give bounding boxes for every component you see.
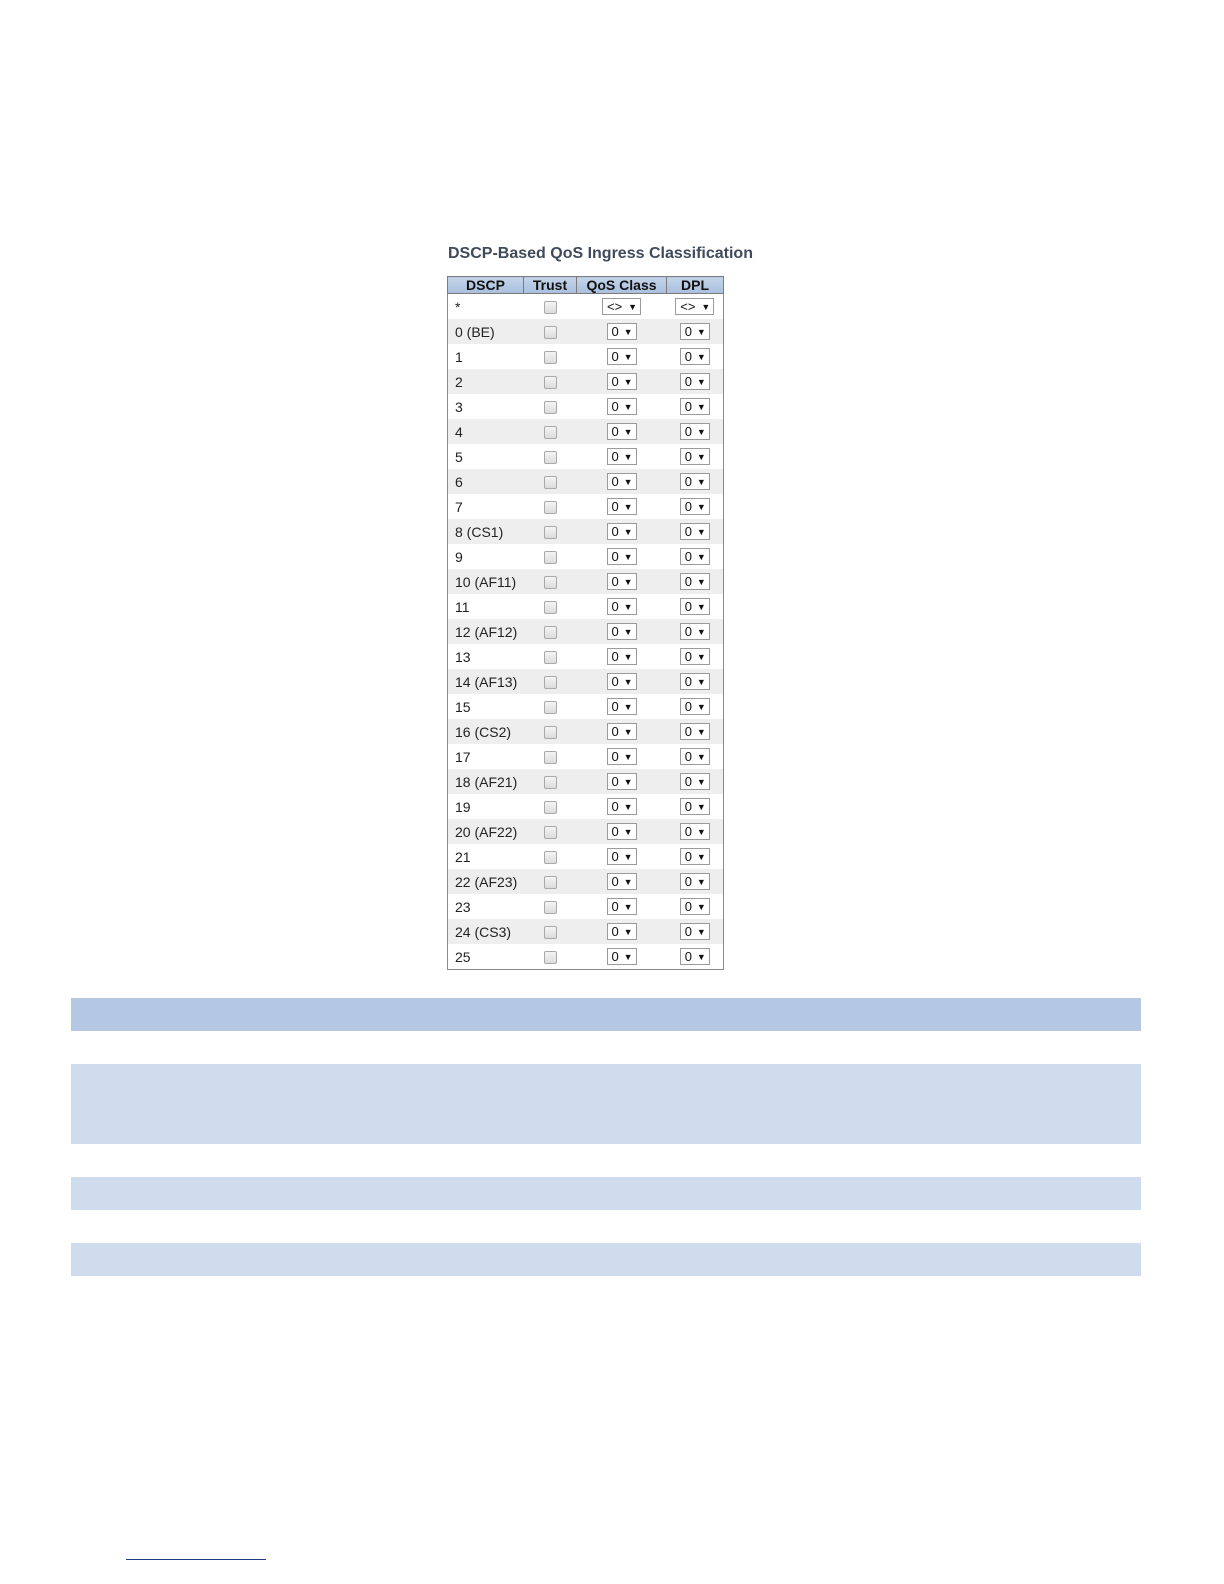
table-row bbox=[448, 919, 724, 944]
caret-down-icon: ▼ bbox=[696, 501, 706, 512]
table-row bbox=[448, 844, 724, 869]
qos-class-select[interactable] bbox=[607, 423, 637, 440]
select-value: 0 bbox=[684, 749, 692, 765]
select-value: 0 bbox=[611, 649, 619, 665]
trust-checkbox[interactable] bbox=[544, 851, 557, 864]
table-row bbox=[448, 719, 724, 744]
caret-down-icon: ▼ bbox=[696, 376, 706, 387]
dscp-cell: 6 bbox=[448, 469, 524, 494]
caret-down-icon: ▼ bbox=[696, 426, 706, 437]
caret-down-icon: ▼ bbox=[696, 626, 706, 637]
caret-down-icon: ▼ bbox=[701, 301, 711, 312]
select-value: 0 bbox=[611, 699, 619, 715]
select-value: 0 bbox=[611, 824, 619, 840]
dpl-select[interactable] bbox=[680, 548, 710, 565]
qos-class-select[interactable] bbox=[607, 348, 637, 365]
select-value: 0 bbox=[684, 674, 692, 690]
qos-class-select[interactable] bbox=[607, 598, 637, 615]
dscp-cell: 5 bbox=[448, 444, 524, 469]
trust-checkbox[interactable] bbox=[544, 926, 557, 939]
caret-down-icon: ▼ bbox=[696, 576, 706, 587]
caret-down-icon: ▼ bbox=[623, 801, 633, 812]
table-row bbox=[448, 944, 724, 970]
dscp-cell: 7 bbox=[448, 494, 524, 519]
qos-class-select[interactable] bbox=[607, 623, 637, 640]
caret-down-icon: ▼ bbox=[623, 626, 633, 637]
dscp-cell: 4 bbox=[448, 419, 524, 444]
caret-down-icon: ▼ bbox=[696, 526, 706, 537]
table-row bbox=[448, 794, 724, 819]
select-value: 0 bbox=[684, 424, 692, 440]
select-value: 0 bbox=[684, 649, 692, 665]
qos-class-select[interactable] bbox=[607, 723, 637, 740]
dscp-cell: 12 (AF12) bbox=[448, 619, 524, 644]
trust-checkbox[interactable] bbox=[544, 826, 557, 839]
trust-checkbox[interactable] bbox=[544, 326, 557, 339]
trust-checkbox[interactable] bbox=[544, 601, 557, 614]
trust-checkbox[interactable] bbox=[544, 501, 557, 514]
caret-down-icon: ▼ bbox=[623, 351, 633, 362]
select-value: 0 bbox=[611, 774, 619, 790]
caret-down-icon: ▼ bbox=[623, 826, 633, 837]
qos-class-select[interactable] bbox=[607, 898, 637, 915]
column-header-qos-class: QoS Class bbox=[577, 277, 667, 294]
table-row bbox=[448, 744, 724, 769]
table-row bbox=[448, 644, 724, 669]
qos-class-select[interactable] bbox=[607, 748, 637, 765]
dscp-cell: 10 (AF11) bbox=[448, 569, 524, 594]
table-row bbox=[448, 494, 724, 519]
select-value: 0 bbox=[611, 524, 619, 540]
table-row bbox=[448, 519, 724, 544]
caret-down-icon: ▼ bbox=[623, 926, 633, 937]
caret-down-icon: ▼ bbox=[696, 476, 706, 487]
table-row bbox=[448, 369, 724, 394]
trust-checkbox[interactable] bbox=[544, 901, 557, 914]
caret-down-icon: ▼ bbox=[623, 551, 633, 562]
select-value: 0 bbox=[684, 699, 692, 715]
select-value: 0 bbox=[611, 874, 619, 890]
select-value: 0 bbox=[684, 449, 692, 465]
dscp-cell: 19 bbox=[448, 794, 524, 819]
table-row bbox=[448, 619, 724, 644]
caret-down-icon: ▼ bbox=[696, 926, 706, 937]
select-value: 0 bbox=[684, 324, 692, 340]
dpl-select[interactable] bbox=[680, 723, 710, 740]
dscp-cell: 3 bbox=[448, 394, 524, 419]
dscp-cell: 23 bbox=[448, 894, 524, 919]
select-value: 0 bbox=[684, 899, 692, 915]
dpl-select[interactable] bbox=[680, 673, 710, 690]
caret-down-icon: ▼ bbox=[696, 901, 706, 912]
select-value: 0 bbox=[684, 599, 692, 615]
trust-checkbox[interactable] bbox=[544, 401, 557, 414]
caret-down-icon: ▼ bbox=[696, 351, 706, 362]
select-value: 0 bbox=[684, 874, 692, 890]
select-value: 0 bbox=[611, 474, 619, 490]
trust-checkbox[interactable] bbox=[544, 426, 557, 439]
qos-class-select[interactable] bbox=[607, 573, 637, 590]
table-row bbox=[448, 394, 724, 419]
select-value: 0 bbox=[684, 524, 692, 540]
caret-down-icon: ▼ bbox=[696, 801, 706, 812]
dscp-cell: 1 bbox=[448, 344, 524, 369]
dpl-select[interactable] bbox=[680, 748, 710, 765]
caret-down-icon: ▼ bbox=[628, 301, 637, 312]
trust-checkbox[interactable] bbox=[544, 776, 557, 789]
select-value: 0 bbox=[684, 574, 692, 590]
dpl-select[interactable] bbox=[680, 623, 710, 640]
select-value: 0 bbox=[684, 849, 692, 865]
caret-down-icon: ▼ bbox=[623, 676, 633, 687]
caret-down-icon: ▼ bbox=[623, 876, 633, 887]
dscp-cell: 2 bbox=[448, 369, 524, 394]
dscp-cell: 14 (AF13) bbox=[448, 669, 524, 694]
qos-class-select[interactable] bbox=[607, 798, 637, 815]
qos-class-select[interactable] bbox=[607, 648, 637, 665]
caret-down-icon: ▼ bbox=[623, 951, 633, 962]
column-header-trust: Trust bbox=[524, 277, 577, 294]
dscp-cell: 16 (CS2) bbox=[448, 719, 524, 744]
trust-checkbox[interactable] bbox=[544, 876, 557, 889]
dpl-select[interactable] bbox=[680, 648, 710, 665]
select-value: 0 bbox=[611, 749, 619, 765]
qos-class-select[interactable] bbox=[607, 948, 637, 965]
select-value: 0 bbox=[684, 399, 692, 415]
dscp-cell: 9 bbox=[448, 544, 524, 569]
select-value: 0 bbox=[611, 374, 619, 390]
table-row bbox=[448, 694, 724, 719]
dpl-select[interactable] bbox=[680, 773, 710, 790]
caret-down-icon: ▼ bbox=[696, 601, 706, 612]
caret-down-icon: ▼ bbox=[623, 751, 633, 762]
trust-checkbox[interactable] bbox=[544, 576, 557, 589]
trust-checkbox[interactable] bbox=[544, 676, 557, 689]
shaded-band bbox=[71, 1243, 1141, 1276]
dpl-select[interactable] bbox=[680, 848, 710, 865]
caret-down-icon: ▼ bbox=[623, 701, 633, 712]
select-value: 0 bbox=[684, 949, 692, 965]
dpl-all-select[interactable] bbox=[675, 298, 714, 315]
dpl-select[interactable] bbox=[680, 423, 710, 440]
dpl-select[interactable] bbox=[680, 948, 710, 965]
qos-class-select[interactable] bbox=[607, 848, 637, 865]
trust-checkbox[interactable] bbox=[544, 351, 557, 364]
select-value: 0 bbox=[684, 824, 692, 840]
trust-checkbox[interactable] bbox=[544, 526, 557, 539]
dscp-cell: 8 (CS1) bbox=[448, 519, 524, 544]
caret-down-icon: ▼ bbox=[623, 326, 633, 337]
table-row bbox=[448, 544, 724, 569]
caret-down-icon: ▼ bbox=[696, 951, 706, 962]
dscp-cell: 20 (AF22) bbox=[448, 819, 524, 844]
shaded-band bbox=[71, 1177, 1141, 1210]
caret-down-icon: ▼ bbox=[623, 776, 633, 787]
select-value: 0 bbox=[684, 774, 692, 790]
caret-down-icon: ▼ bbox=[696, 776, 706, 787]
select-value: 0 bbox=[611, 849, 619, 865]
select-value: 0 bbox=[611, 349, 619, 365]
dpl-select[interactable] bbox=[680, 523, 710, 540]
dscp-cell: 15 bbox=[448, 694, 524, 719]
qos-class-select[interactable] bbox=[607, 373, 637, 390]
trust-checkbox[interactable] bbox=[544, 801, 557, 814]
trust-checkbox[interactable] bbox=[544, 751, 557, 764]
qos-class-select[interactable] bbox=[607, 448, 637, 465]
select-value: 0 bbox=[611, 599, 619, 615]
select-value: 0 bbox=[684, 624, 692, 640]
dpl-select[interactable] bbox=[680, 373, 710, 390]
caret-down-icon: ▼ bbox=[623, 651, 633, 662]
select-value: 0 bbox=[611, 424, 619, 440]
dpl-select[interactable] bbox=[680, 473, 710, 490]
dpl-select[interactable] bbox=[680, 898, 710, 915]
table-row bbox=[448, 419, 724, 444]
qos-class-select[interactable] bbox=[607, 773, 637, 790]
trust-checkbox[interactable] bbox=[544, 626, 557, 639]
dscp-cell: 24 (CS3) bbox=[448, 919, 524, 944]
table-row bbox=[448, 319, 724, 344]
trust-checkbox[interactable] bbox=[544, 376, 557, 389]
qos-class-select[interactable] bbox=[607, 498, 637, 515]
table-row bbox=[448, 344, 724, 369]
caret-down-icon: ▼ bbox=[623, 476, 633, 487]
qos-class-select[interactable] bbox=[607, 698, 637, 715]
dscp-cell: 17 bbox=[448, 744, 524, 769]
caret-down-icon: ▼ bbox=[696, 451, 706, 462]
caret-down-icon: ▼ bbox=[623, 601, 633, 612]
caret-down-icon: ▼ bbox=[623, 401, 633, 412]
select-value: 0 bbox=[611, 924, 619, 940]
shaded-band bbox=[71, 998, 1141, 1031]
caret-down-icon: ▼ bbox=[696, 726, 706, 737]
trust-all-checkbox[interactable] bbox=[544, 301, 557, 314]
dscp-cell: 25 bbox=[448, 944, 524, 970]
column-header-dpl: DPL bbox=[667, 277, 724, 294]
dscp-cell: 21 bbox=[448, 844, 524, 869]
select-value: 0 bbox=[611, 549, 619, 565]
dscp-cell: 13 bbox=[448, 644, 524, 669]
caret-down-icon: ▼ bbox=[623, 576, 633, 587]
caret-down-icon: ▼ bbox=[623, 426, 633, 437]
trust-checkbox[interactable] bbox=[544, 451, 557, 464]
qos-class-select[interactable] bbox=[607, 398, 637, 415]
dpl-select[interactable] bbox=[680, 698, 710, 715]
select-value: 0 bbox=[611, 724, 619, 740]
table-header-row bbox=[448, 277, 724, 294]
caret-down-icon: ▼ bbox=[623, 851, 633, 862]
trust-checkbox[interactable] bbox=[544, 651, 557, 664]
trust-checkbox[interactable] bbox=[544, 551, 557, 564]
qos-class-select[interactable] bbox=[607, 523, 637, 540]
select-value: 0 bbox=[684, 374, 692, 390]
table-row bbox=[448, 594, 724, 619]
select-value: 0 bbox=[611, 799, 619, 815]
select-value: 0 bbox=[684, 474, 692, 490]
trust-checkbox[interactable] bbox=[544, 726, 557, 739]
dpl-select[interactable] bbox=[680, 823, 710, 840]
caret-down-icon: ▼ bbox=[696, 651, 706, 662]
dpl-select[interactable] bbox=[680, 323, 710, 340]
table-row bbox=[448, 869, 724, 894]
trust-checkbox[interactable] bbox=[544, 701, 557, 714]
caret-down-icon: ▼ bbox=[623, 901, 633, 912]
select-value: 0 bbox=[611, 449, 619, 465]
dpl-select[interactable] bbox=[680, 798, 710, 815]
caret-down-icon: ▼ bbox=[696, 401, 706, 412]
table-row bbox=[448, 569, 724, 594]
trust-checkbox[interactable] bbox=[544, 476, 557, 489]
dscp-cell: 0 (BE) bbox=[448, 319, 524, 344]
dscp-cell: * bbox=[448, 294, 524, 320]
page-title: DSCP-Based QoS Ingress Classification bbox=[448, 245, 753, 262]
caret-down-icon: ▼ bbox=[696, 676, 706, 687]
dscp-cell: 22 (AF23) bbox=[448, 869, 524, 894]
caret-down-icon: ▼ bbox=[623, 726, 633, 737]
dpl-select[interactable] bbox=[680, 598, 710, 615]
select-value: 0 bbox=[611, 324, 619, 340]
qos-class-select[interactable] bbox=[607, 548, 637, 565]
dpl-select[interactable] bbox=[680, 348, 710, 365]
column-header-dscp: DSCP bbox=[448, 277, 524, 294]
qos-class-select[interactable] bbox=[607, 923, 637, 940]
select-value: 0 bbox=[684, 724, 692, 740]
qos-class-select[interactable] bbox=[607, 473, 637, 490]
select-value: 0 bbox=[611, 574, 619, 590]
caret-down-icon: ▼ bbox=[623, 451, 633, 462]
footnote-divider bbox=[126, 1559, 266, 1560]
select-value: 0 bbox=[684, 499, 692, 515]
caret-down-icon: ▼ bbox=[696, 876, 706, 887]
qos-class-all-select[interactable] bbox=[602, 298, 641, 315]
qos-class-select[interactable] bbox=[607, 873, 637, 890]
table-row bbox=[448, 894, 724, 919]
select-value: 0 bbox=[611, 674, 619, 690]
table-row bbox=[448, 469, 724, 494]
dpl-select[interactable] bbox=[680, 873, 710, 890]
caret-down-icon: ▼ bbox=[696, 551, 706, 562]
dpl-select[interactable] bbox=[680, 573, 710, 590]
select-value: 0 bbox=[611, 949, 619, 965]
dpl-select[interactable] bbox=[680, 448, 710, 465]
caret-down-icon: ▼ bbox=[696, 751, 706, 762]
caret-down-icon: ▼ bbox=[696, 701, 706, 712]
select-value: 0 bbox=[611, 624, 619, 640]
qos-class-select[interactable] bbox=[607, 823, 637, 840]
select-value: 0 bbox=[684, 549, 692, 565]
dpl-select[interactable] bbox=[680, 923, 710, 940]
caret-down-icon: ▼ bbox=[623, 526, 633, 537]
table-row bbox=[448, 444, 724, 469]
dscp-cell: 18 (AF21) bbox=[448, 769, 524, 794]
select-value: 0 bbox=[611, 899, 619, 915]
select-value: <> bbox=[680, 299, 696, 315]
select-value: 0 bbox=[684, 349, 692, 365]
table-row bbox=[448, 669, 724, 694]
shaded-band bbox=[71, 1064, 1141, 1144]
trust-checkbox[interactable] bbox=[544, 951, 557, 964]
wildcard-row bbox=[448, 294, 724, 320]
select-value: 0 bbox=[684, 799, 692, 815]
dscp-classification-table bbox=[447, 276, 724, 970]
caret-down-icon: ▼ bbox=[623, 376, 633, 387]
dscp-cell: 11 bbox=[448, 594, 524, 619]
qos-class-select[interactable] bbox=[607, 323, 637, 340]
caret-down-icon: ▼ bbox=[696, 326, 706, 337]
select-value: 0 bbox=[611, 499, 619, 515]
table-row bbox=[448, 769, 724, 794]
qos-class-select[interactable] bbox=[607, 673, 637, 690]
caret-down-icon: ▼ bbox=[696, 826, 706, 837]
dpl-select[interactable] bbox=[680, 498, 710, 515]
select-value: <> bbox=[607, 299, 623, 315]
select-value: 0 bbox=[611, 399, 619, 415]
dpl-select[interactable] bbox=[680, 398, 710, 415]
table-row bbox=[448, 819, 724, 844]
caret-down-icon: ▼ bbox=[623, 501, 633, 512]
select-value: 0 bbox=[684, 924, 692, 940]
caret-down-icon: ▼ bbox=[696, 851, 706, 862]
